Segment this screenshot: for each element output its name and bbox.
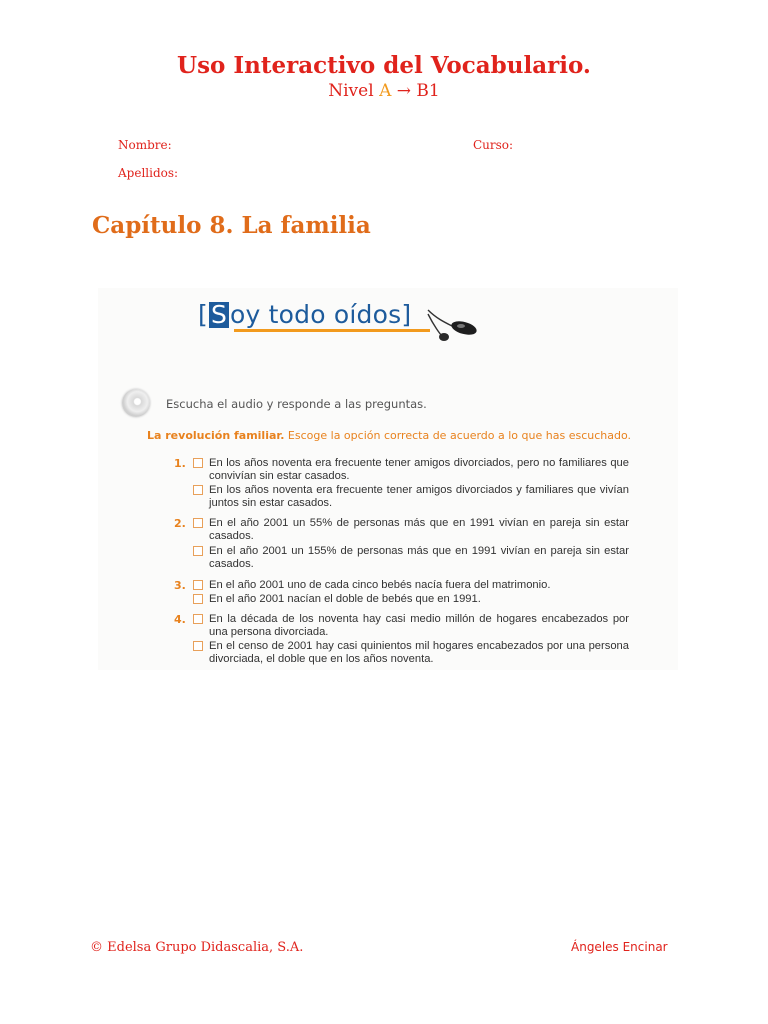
author-footer: Ángeles Encinar	[571, 940, 668, 954]
section-title	[147, 429, 631, 442]
question-number: 4.	[174, 613, 186, 626]
answer-checkbox[interactable]	[193, 518, 203, 528]
answer-option: En el año 2001 uno de cada cinco bebés nacía fuera del matrimonio.	[209, 579, 551, 591]
answer-option: En los años noventa era frecuente tener amigos divorciados y familiares que vivían juntos sin estar casados.	[209, 484, 629, 509]
worksheet-title: Uso Interactivo del Vocabulario.	[177, 52, 591, 79]
question-number: 3.	[174, 579, 186, 592]
answer-checkbox[interactable]	[193, 580, 203, 590]
chapter-title: Capítulo 8. La familia	[92, 212, 371, 239]
audio-cd-icon	[122, 389, 150, 417]
answer-checkbox[interactable]	[193, 458, 203, 468]
soy-todo-oidos-logo	[198, 300, 411, 329]
answer-option: En el censo de 2001 hay casi quinientos mil hogares encabezados por una persona divorciada, el doble que en los años noventa.	[209, 640, 629, 665]
level-subtitle	[0, 81, 768, 101]
answer-checkbox[interactable]	[193, 546, 203, 556]
level-prefix: Nivel	[328, 81, 380, 101]
bracket-open: [	[198, 300, 208, 329]
s-letter-box: S	[210, 300, 228, 329]
question-number: 1.	[174, 457, 186, 470]
banner-underline	[234, 329, 430, 332]
level-arrow: →	[391, 81, 417, 101]
nombre-label: Nombre:	[118, 138, 172, 152]
answer-checkbox[interactable]	[193, 485, 203, 495]
section-title-rest: Escoge la opción correcta de acuerdo a lo que has escuchado.	[284, 429, 631, 442]
answer-option: En la década de los noventa hay casi medio millón de hogares encabezados por una persona divorciada.	[209, 613, 629, 638]
level-a: A	[379, 81, 392, 101]
question-number: 2.	[174, 517, 186, 530]
apellidos-label: Apellidos:	[118, 166, 179, 180]
bracket-close: ]	[401, 300, 412, 329]
answer-option: En los años noventa era frecuente tener amigos divorciados, pero no familiares que convivían sin estar casados.	[209, 457, 629, 482]
publisher-footer: © Edelsa Grupo Didascalia, S.A.	[90, 940, 304, 955]
answer-checkbox[interactable]	[193, 614, 203, 624]
section-title-bold: La revolución familiar.	[147, 429, 285, 442]
answer-checkbox[interactable]	[193, 594, 203, 604]
earphones-icon	[426, 304, 482, 344]
curso-label: Curso:	[473, 138, 514, 152]
level-b: B1	[416, 81, 440, 101]
answer-option: En el año 2001 nacían el doble de bebés que en 1991.	[209, 593, 481, 605]
banner-text: oy todo oídos	[230, 300, 402, 329]
answer-checkbox[interactable]	[193, 641, 203, 651]
answer-option: En el año 2001 un 155% de personas más que en 1991 vivían en pareja sin estar casados.	[209, 545, 629, 570]
exercise-instruction: Escucha el audio y responde a las preguntas.	[166, 397, 427, 411]
answer-option: En el año 2001 un 55% de personas más que en 1991 vivían en pareja sin estar casados.	[209, 517, 629, 542]
